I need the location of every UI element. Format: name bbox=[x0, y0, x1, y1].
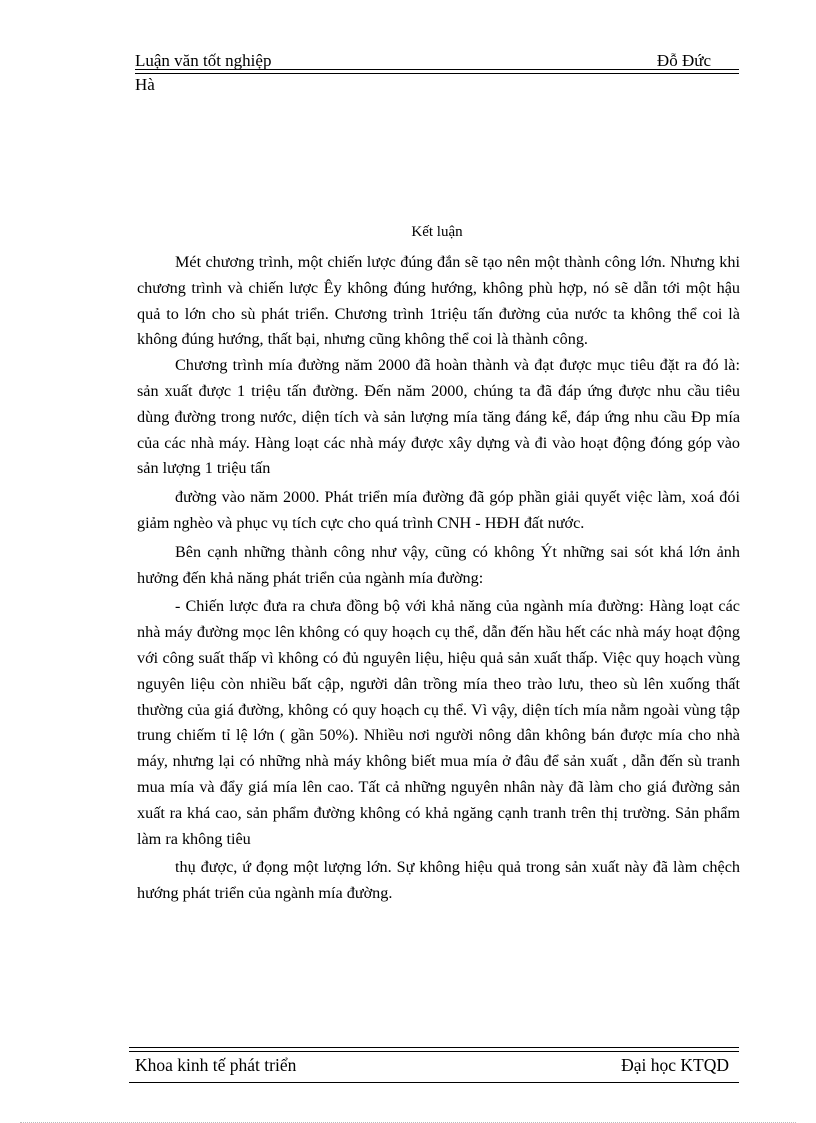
page-footer bbox=[129, 1047, 739, 1083]
paragraph: Chương trình mía đường năm 2000 đã hoàn thành và đạt được mục tiêu đặt ra đó là: sản xuất được 1 triệu tấn đường. Đến năm 2000, chúng ta đã đáp ứng được nhu cầu tiêu dùng đường trong nước, diện tích và sản lượng mía tăng đáng kể, đáp ứng nhu cầu Đp mía của các nhà máy. Hàng loạt các nhà máy được xây dựng và đi vào hoạt động đóng góp vào sản lượng 1 triệu tấn bbox=[137, 356, 740, 478]
paragraph: Mét chương trình, một chiến lược đúng đắn sẽ tạo nên một thành công lớn. Nhưng khi chương trình và chiến lược Êy không đúng hướng, không phù hợp, nó sẽ dẫn tới một hậu quả to lớn cho sù phát triển. Chương trình 1triệu tấn đường của nước ta không thể coi là không đúng hướng, thất bại, nhưng cũng không thể coi là thành công. bbox=[137, 253, 740, 349]
footer-bottom-rule bbox=[129, 1082, 739, 1083]
paragraph: - Chiến lược đưa ra chưa đồng bộ với khả năng của ngành mía đường: Hàng loạt các nhà máy đường mọc lên không có quy hoạch cụ thể, dẫn đến hầu hết các nhà máy hoạt động với công suất thấp vì không có đủ nguyên liệu, hiệu quả sản xuất thấp. Việc quy hoạch vùng nguyên liệu còn nhiều bất cập, người dân trồng mía theo trào lưu, theo sù lên xuống thất thường của giá đường, không có quy hoạch cụ thể. Vì vậy, diện tích mía nằm ngoài vùng tập trung chiếm tỉ lệ lớn ( gần 50%). Nhiều nơi người nông dân không bán được mía cho nhà máy, nhưng lại có những nhà máy không biết mua mía ở đâu để sản xuất , dẫn đến sù tranh mua mía và đẩy giá mía lên cao. Tất cả những nguyên nhân này đã làm cho giá đường sản xuất ra khá cao, sản phẩm đường không có khả ngăng cạnh tranh trên thị trường. Sản phẩm làm ra không tiêu bbox=[137, 597, 740, 848]
document-body bbox=[137, 250, 740, 907]
header-rule bbox=[135, 69, 739, 74]
page-header bbox=[135, 50, 739, 94]
footer-university: Đại học KTQD bbox=[621, 1055, 729, 1075]
header-author: Đỗ Đức bbox=[656, 51, 711, 70]
section-title: Kết luận bbox=[411, 224, 463, 240]
paragraph: thụ được, ứ đọng một lượng lớn. Sự không hiệu quả trong sản xuất này đã làm chệch hướng phát triển của ngành mía đường. bbox=[137, 858, 740, 903]
header-author-continued: Hà bbox=[135, 75, 155, 94]
paragraph: đường vào năm 2000. Phát triển mía đường đã góp phần giải quyết việc làm, xoá đói giảm nghèo và phục vụ tích cực cho quá trình CNH - HĐH đất nước. bbox=[137, 488, 740, 532]
paragraph: Bên cạnh những thành công như vậy, cũng có không Ýt những sai sót khá lớn ảnh hưởng đến khả năng phát triển của ngành mía đường: bbox=[137, 542, 740, 587]
header-thesis-label: Luận văn tốt nghiệp bbox=[135, 51, 272, 70]
footer-faculty: Khoa kinh tế phát triển bbox=[135, 1055, 297, 1075]
